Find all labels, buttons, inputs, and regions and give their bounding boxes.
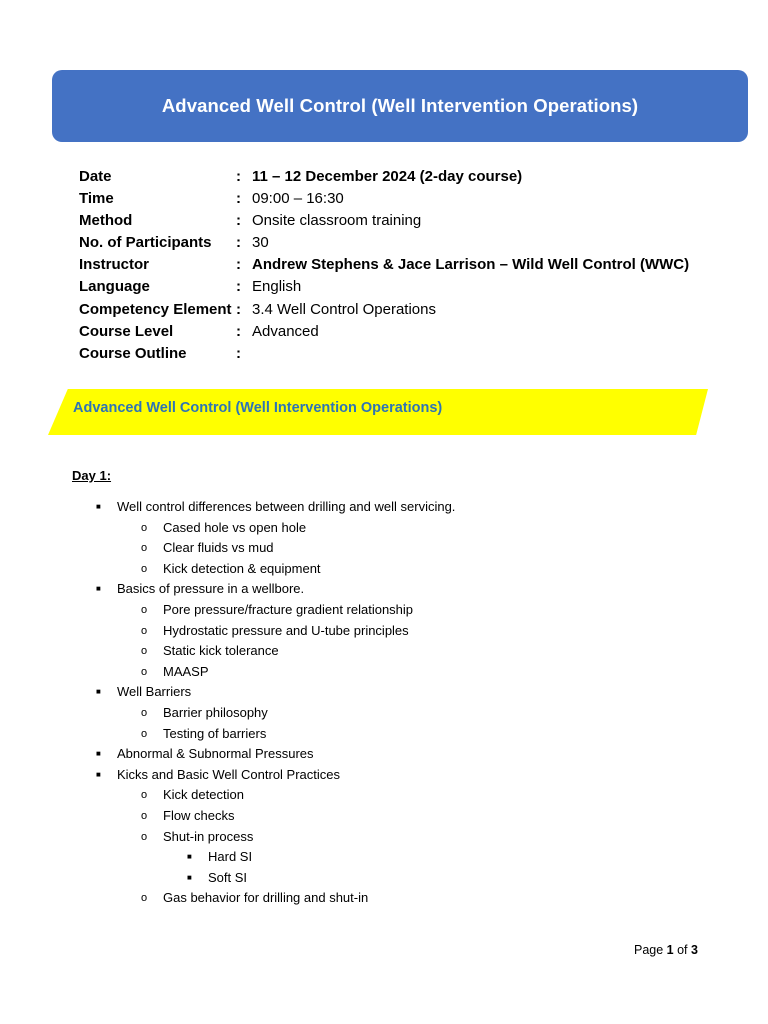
title-banner (52, 70, 748, 142)
list-item-text: Shut-in process (163, 828, 254, 844)
info-row (79, 321, 689, 343)
list-item (0, 579, 768, 600)
info-label: Course Outline (79, 344, 187, 362)
info-label: Language (79, 278, 150, 296)
list-item-text: MAASP (163, 663, 209, 679)
circle-bullet-icon: o (141, 789, 148, 802)
list-item-text: Basics of pressure in a wellbore. (117, 581, 305, 597)
list-item (0, 765, 768, 786)
info-value: 3.4 Well Control Operations (252, 300, 436, 318)
info-row (79, 276, 689, 298)
list-item (0, 703, 768, 724)
info-label: No. of Participants (79, 234, 212, 252)
square-bullet-icon: ■ (96, 769, 101, 779)
info-label: Competency Element (79, 300, 232, 318)
list-item-text: Gas behavior for drilling and shut-in (163, 890, 369, 906)
page-prefix: Page (634, 943, 667, 957)
info-colon: : (236, 278, 241, 296)
document-title: Advanced Well Control (Well Intervention Operations) (161, 95, 639, 116)
list-item-text: Testing of barriers (163, 725, 267, 741)
list-item-text: Well control differences between drilling and well servicing. (117, 499, 456, 514)
course-info-table (79, 166, 689, 365)
list-item (0, 785, 768, 806)
info-label: Time (79, 190, 114, 208)
list-item-text: Kick detection & equipment (163, 560, 321, 576)
info-value: Andrew Stephens & Jace Larrison – Wild Well Control (WWC) (252, 256, 690, 274)
square-bullet-icon: ■ (187, 852, 192, 862)
circle-bullet-icon: o (141, 542, 148, 555)
list-item-text: Kicks and Basic Well Control Practices (117, 766, 341, 782)
info-colon: : (236, 190, 241, 208)
square-bullet-icon: ■ (96, 687, 101, 697)
square-bullet-icon: ■ (187, 872, 192, 882)
list-item (0, 621, 768, 642)
info-label: Instructor (79, 256, 150, 274)
list-item (0, 682, 768, 703)
day-heading: Day 1: (72, 468, 112, 483)
square-bullet-icon: ■ (96, 584, 101, 594)
info-row (79, 343, 689, 365)
list-item (0, 600, 768, 621)
list-item (0, 744, 768, 765)
list-item (0, 847, 768, 868)
info-value: English (252, 278, 302, 296)
info-label: Method (79, 212, 133, 230)
info-colon: : (236, 168, 241, 185)
info-row (79, 166, 689, 188)
page-total: 3 (691, 943, 698, 957)
list-item (0, 538, 768, 559)
circle-bullet-icon: o (141, 830, 148, 843)
list-item (0, 641, 768, 662)
list-item (0, 868, 768, 889)
circle-bullet-icon: o (141, 562, 148, 575)
list-item (0, 518, 768, 539)
info-colon: : (236, 300, 241, 318)
info-value: Advanced (252, 322, 319, 340)
circle-bullet-icon: o (141, 665, 148, 678)
page-current: 1 (666, 943, 674, 957)
list-item-text: Well Barriers (117, 684, 192, 700)
info-colon: : (236, 256, 241, 274)
circle-bullet-icon: o (141, 809, 148, 822)
list-item (0, 827, 768, 848)
info-value: 30 (252, 234, 269, 252)
square-bullet-icon: ■ (96, 749, 101, 759)
info-label: Date (79, 168, 112, 185)
list-item-text: Soft SI (208, 869, 248, 885)
section-heading: Advanced Well Control (Well Intervention Operations) (73, 400, 443, 416)
info-value: 11 – 12 December 2024 (2-day course) (252, 168, 523, 185)
list-item-text: Hydrostatic pressure and U-tube principles (163, 622, 409, 638)
circle-bullet-icon: o (141, 892, 148, 905)
list-item-text: Abnormal & Subnormal Pressures (117, 746, 314, 762)
circle-bullet-icon: o (141, 603, 148, 616)
page-middle: of (673, 943, 691, 957)
info-value: 09:00 – 16:30 (252, 190, 344, 208)
list-item-text: Hard SI (208, 849, 253, 865)
list-item (0, 662, 768, 683)
info-colon: : (236, 344, 241, 362)
page-number (634, 943, 698, 957)
circle-bullet-icon: o (141, 521, 148, 534)
list-item-text: Cased hole vs open hole (163, 519, 307, 535)
info-row (79, 188, 689, 210)
list-item (0, 888, 768, 909)
list-item-text: Kick detection (163, 787, 244, 803)
info-row (79, 210, 689, 232)
circle-bullet-icon: o (141, 645, 148, 658)
circle-bullet-icon: o (141, 624, 148, 637)
list-item-text: Static kick tolerance (163, 643, 279, 659)
info-row (79, 299, 689, 321)
list-item-text: Pore pressure/fracture gradient relationship (163, 601, 414, 617)
list-item-text: Clear fluids vs mud (163, 540, 274, 556)
info-label: Course Level (79, 322, 174, 340)
info-row (79, 254, 689, 276)
list-item-text: Flow checks (163, 807, 235, 823)
course-outline-list (0, 497, 768, 909)
list-item (0, 559, 768, 580)
square-bullet-icon: ■ (96, 502, 101, 511)
info-colon: : (236, 212, 241, 230)
circle-bullet-icon: o (141, 706, 148, 719)
list-item (0, 806, 768, 827)
info-value: Onsite classroom training (252, 212, 422, 230)
list-item (0, 497, 768, 518)
info-colon: : (236, 234, 241, 252)
circle-bullet-icon: o (141, 727, 148, 740)
info-row (79, 232, 689, 254)
list-item-text: Barrier philosophy (163, 704, 268, 720)
info-colon: : (236, 322, 241, 340)
list-item (0, 724, 768, 745)
